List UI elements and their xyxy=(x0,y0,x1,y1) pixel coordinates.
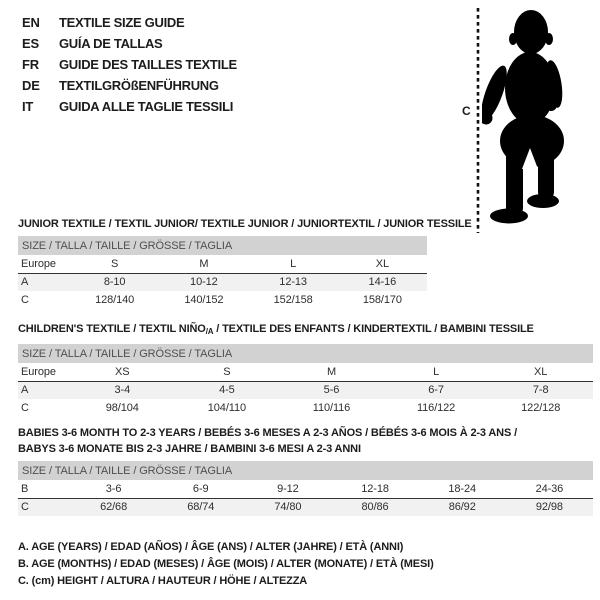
size-value: 10-12 xyxy=(159,273,248,291)
size-value: 116/122 xyxy=(416,402,456,414)
size-value: 74/80 xyxy=(244,498,331,516)
measure-dashed-line-icon xyxy=(475,8,481,233)
title-subscript: /A xyxy=(205,327,214,336)
table-row xyxy=(18,273,427,291)
size-value: 128/140 xyxy=(95,294,135,306)
size-value: 7-8 xyxy=(488,381,593,399)
row-label: C xyxy=(18,498,70,516)
table-size-header: SIZE / TALLA / TAILLE / GRÖSSE / TAGLIA xyxy=(18,236,427,255)
size-value: 6-7 xyxy=(384,381,489,399)
size-value: L xyxy=(384,363,489,381)
table-row xyxy=(18,255,427,273)
section-title-line xyxy=(18,425,593,441)
size-value: 14-16 xyxy=(338,273,427,291)
lang-code: IT xyxy=(22,99,34,114)
lang-title: TEXTILE SIZE GUIDE xyxy=(59,15,185,30)
lang-code: DE xyxy=(22,78,40,93)
size-value: L xyxy=(249,255,338,273)
size-value: 68/74 xyxy=(157,498,244,516)
title-text: / TEXTILE DES ENFANTS / KINDERTEXTIL / BAMBINI TESSILE xyxy=(213,323,534,335)
section-title-line xyxy=(18,216,472,232)
legend-line-a: A. AGE (YEARS) / EDAD (AÑOS) / ÂGE (ANS) / ALTER (JAHRE) / ETÀ (ANNI) xyxy=(18,541,404,553)
table-row xyxy=(18,363,593,381)
toddler-silhouette-icon xyxy=(482,8,568,230)
size-value: 3-4 xyxy=(70,381,175,399)
size-header-row xyxy=(18,236,427,255)
size-table xyxy=(18,236,427,309)
title-text: CHILDREN'S TEXTILE / TEXTIL NIÑO xyxy=(18,323,206,335)
size-value: 62/68 xyxy=(70,498,157,516)
table-row xyxy=(18,399,593,417)
height-measure-figure xyxy=(450,0,600,240)
lang-title: GUIDE DES TAILLES TEXTILE xyxy=(59,57,237,72)
size-value: S xyxy=(70,255,159,273)
lang-row-fr xyxy=(22,54,237,75)
table-size-header: SIZE / TALLA / TAILLE / GRÖSSE / TAGLIA xyxy=(18,344,593,363)
lang-row-de xyxy=(22,75,237,96)
row-label: B xyxy=(18,480,70,498)
size-value: 24-36 xyxy=(506,480,593,498)
size-value: 12-13 xyxy=(249,273,338,291)
legend-line-b: B. AGE (MONTHS) / EDAD (MESES) / ÂGE (MOIS) / ALTER (MONATE) / ETÀ (MESI) xyxy=(18,558,434,570)
size-table-section xyxy=(18,321,593,417)
table-size-header: SIZE / TALLA / TAILLE / GRÖSSE / TAGLIA xyxy=(18,461,593,480)
size-value: 12-18 xyxy=(331,480,418,498)
lang-title: TEXTILGRÖßENFÜHRUNG xyxy=(59,78,219,93)
size-value: 4-5 xyxy=(175,381,280,399)
size-value: 98/104 xyxy=(105,402,139,414)
size-value: 158/170 xyxy=(362,294,402,306)
size-value: 18-24 xyxy=(419,480,506,498)
size-value: XL xyxy=(488,363,593,381)
section-title-line xyxy=(18,321,593,340)
lang-title: GUIDA ALLE TAGLIE TESSILI xyxy=(59,99,234,114)
table-row xyxy=(18,480,593,498)
language-header xyxy=(22,12,237,117)
row-label: A xyxy=(18,273,70,291)
legend-line-c: C. (cm) HEIGHT / ALTURA / HAUTEUR / HÖHE / ALTEZZA xyxy=(18,575,308,587)
lang-code: FR xyxy=(22,57,39,72)
size-value: 152/158 xyxy=(273,294,313,306)
size-value: S xyxy=(175,363,280,381)
title-text: BABYS 3-6 MONATE BIS 2-3 JAHRE / BAMBINI 3-6 MESI A 2-3 ANNI xyxy=(18,443,361,455)
lang-title: GUÍA DE TALLAS xyxy=(59,36,163,51)
row-label: C xyxy=(21,402,29,414)
size-value: XL xyxy=(338,255,427,273)
size-value: 86/92 xyxy=(419,498,506,516)
measure-c-label: C xyxy=(462,104,471,118)
row-label: C xyxy=(21,294,29,306)
size-value: 3-6 xyxy=(70,480,157,498)
title-text: JUNIOR TEXTILE / TEXTIL JUNIOR/ TEXTILE JUNIOR / JUNIORTEXTIL / JUNIOR TESSILE xyxy=(18,218,472,230)
size-table-section xyxy=(18,425,593,516)
size-value: 6-9 xyxy=(157,480,244,498)
size-value: 110/116 xyxy=(312,402,351,414)
size-header-row xyxy=(18,461,593,480)
size-value: 9-12 xyxy=(244,480,331,498)
lang-row-en xyxy=(22,12,237,33)
size-value: 5-6 xyxy=(279,381,384,399)
size-value: 80/86 xyxy=(331,498,418,516)
size-table-section xyxy=(18,216,472,309)
table-row xyxy=(18,291,427,309)
row-label: Europe xyxy=(18,363,70,381)
legend-footer xyxy=(18,539,434,590)
lang-row-es xyxy=(22,33,237,54)
table-row xyxy=(18,498,593,516)
size-value: 92/98 xyxy=(506,498,593,516)
lang-code: ES xyxy=(22,36,39,51)
size-value: 8-10 xyxy=(70,273,159,291)
lang-code: EN xyxy=(22,15,40,30)
table-row xyxy=(18,381,593,399)
section-title xyxy=(18,216,472,232)
size-value: 140/152 xyxy=(184,294,224,306)
size-value: 104/110 xyxy=(207,402,247,414)
size-header-row xyxy=(18,344,593,363)
title-text: BABIES 3-6 MONTH TO 2-3 YEARS / BEBÉS 3-6 MESES A 2-3 AÑOS / BÉBÉS 3-6 MOIS À 2-3 ANS / xyxy=(18,427,517,439)
section-title-line xyxy=(18,441,593,457)
size-table xyxy=(18,344,593,417)
size-value: M xyxy=(159,255,248,273)
size-value: 122/128 xyxy=(521,402,561,414)
row-label: Europe xyxy=(18,255,70,273)
size-table xyxy=(18,461,593,516)
row-label: A xyxy=(18,381,70,399)
lang-row-it xyxy=(22,96,237,117)
section-title xyxy=(18,321,593,340)
section-title xyxy=(18,425,593,457)
size-value: XS xyxy=(70,363,175,381)
size-value: M xyxy=(279,363,384,381)
